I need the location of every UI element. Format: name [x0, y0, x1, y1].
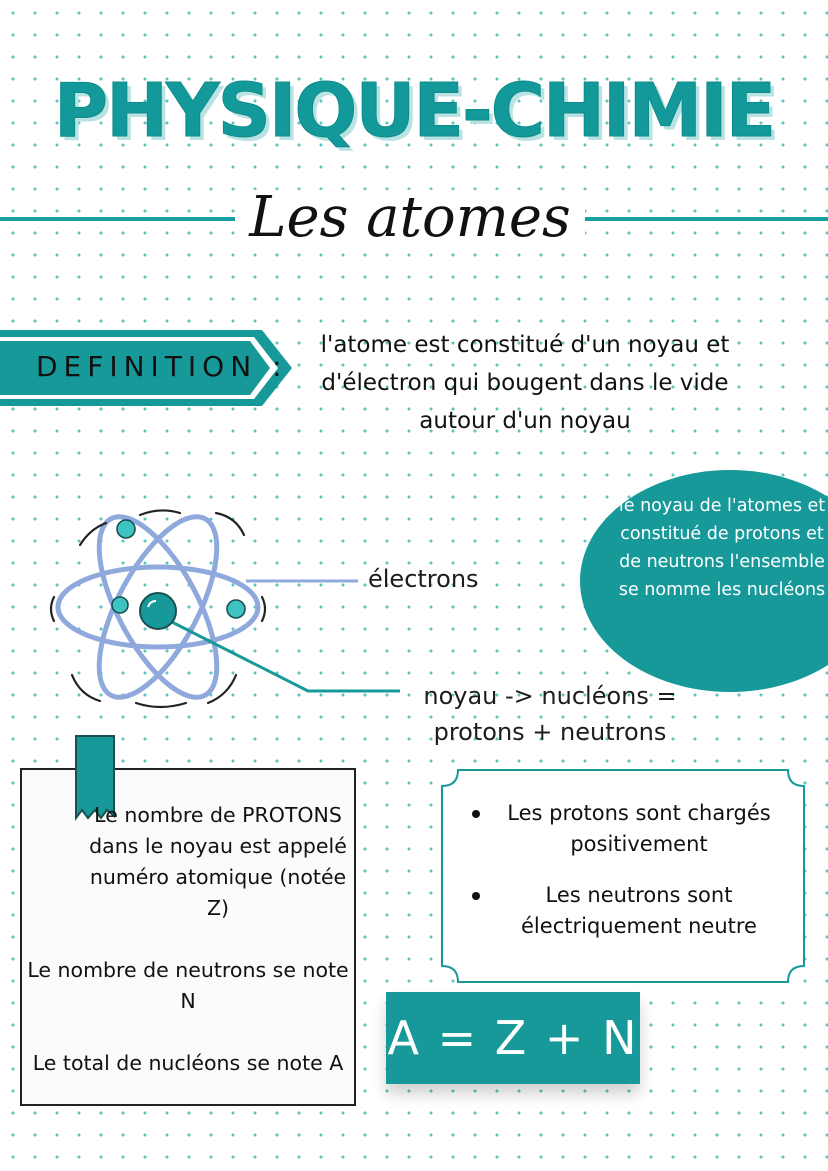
definition-text: l'atome est constitué d'un noyau et d'électron qui bougent dans le vide autour d'un noyau [320, 332, 730, 434]
bullet-item-protons: Les protons sont chargés positivement [470, 798, 790, 860]
definition-label: DEFINITION : [36, 350, 288, 383]
note-neutrons: Le nombre de neutrons se note N [27, 958, 349, 1013]
note-nucleons: Le total de nucléons se note A [32, 1051, 344, 1075]
nucleus-info-text: le noyau de l'atomes et constitué de protons et de neutrons l'ensemble se nomme les nucléons [618, 496, 826, 600]
note-text [22, 800, 354, 1079]
page-subtitle: Les atomes [235, 190, 585, 246]
title-rule-left [0, 217, 240, 221]
nucleus-icon [140, 593, 176, 629]
note-protons: Le nombre de PROTONS dans le noyau est appelé numéro atomique (notée Z) [89, 803, 347, 920]
electrons-label: électrons [368, 565, 479, 593]
noyau-pointer [162, 617, 400, 691]
noyau-label [410, 678, 690, 750]
noyau-label-line2: protons + neutrons [433, 718, 667, 746]
page-title: PHYSIQUE-CHIMIE [53, 68, 775, 154]
noyau-label-line1: noyau -> nucléons = [423, 682, 677, 710]
bullet-list [470, 798, 790, 962]
bullet-item-neutrons: Les neutrons sont électriquement neutre [470, 880, 790, 942]
title-rule-right [582, 217, 828, 221]
formula-text: A = Z + N [387, 1011, 639, 1065]
